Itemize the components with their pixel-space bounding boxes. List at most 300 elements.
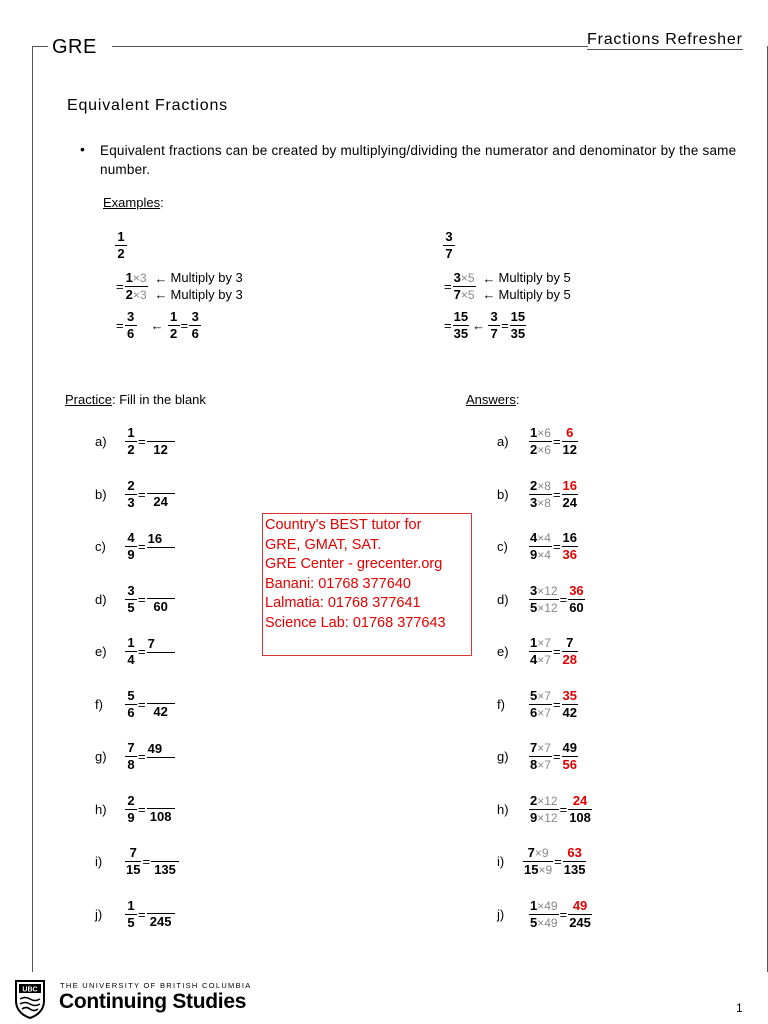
multiplier: 7 — [544, 705, 551, 720]
times-icon: × — [132, 288, 140, 303]
equals-sign: = — [180, 318, 189, 334]
fraction — [125, 898, 137, 931]
fraction — [147, 426, 175, 458]
multiplied-fraction — [529, 793, 559, 826]
note-text: Multiply by 3 — [170, 270, 243, 285]
answer-item — [497, 898, 592, 931]
fraction — [510, 309, 526, 342]
fraction — [189, 309, 201, 342]
denominator — [529, 494, 552, 511]
times-icon: × — [537, 426, 545, 440]
numerator: 1 — [127, 897, 135, 913]
numerator — [529, 530, 552, 546]
fraction — [147, 636, 175, 668]
item-label: e) — [95, 644, 107, 659]
numerator: 63 — [567, 845, 582, 860]
denominator-value: 9 — [530, 547, 538, 562]
numerator-value: 1 — [125, 270, 133, 286]
practice-item — [95, 478, 175, 511]
fraction — [125, 309, 137, 342]
note-denominator — [152, 287, 243, 304]
times-icon: × — [460, 271, 468, 286]
denominator: 108 — [569, 809, 591, 825]
numerator — [147, 688, 175, 703]
numerator: 49 — [562, 740, 577, 755]
numerator: 1 — [169, 309, 178, 325]
fraction — [125, 845, 141, 878]
multiplier: 9 — [541, 846, 549, 860]
denominator: 9 — [125, 546, 137, 563]
denominator: 24 — [562, 494, 577, 510]
practice-item — [95, 425, 175, 458]
department-name: Continuing Studies — [59, 990, 247, 1013]
equals-sign: = — [138, 434, 146, 449]
numerator: 1 — [127, 425, 135, 440]
equals-sign: = — [116, 318, 124, 334]
multiplier: 12 — [544, 583, 558, 598]
equals-sign: = — [552, 696, 561, 712]
numerator: 15 — [453, 309, 469, 325]
multiply-notes — [480, 270, 571, 303]
item-label: i) — [497, 854, 505, 869]
answer-item — [497, 530, 578, 563]
numerator: 3 — [490, 309, 498, 325]
answer-item — [497, 793, 592, 826]
item-label: a) — [497, 434, 509, 449]
answers-heading: Answers: — [466, 392, 520, 407]
fraction — [488, 309, 500, 342]
left-arrow-icon: ← — [150, 318, 164, 334]
multiplied-fraction — [453, 270, 476, 303]
multiplier: 6 — [544, 443, 551, 457]
numerator: 7 — [566, 635, 574, 650]
example-1 — [115, 229, 243, 342]
note-numerator — [152, 270, 243, 287]
denominator: 35 — [510, 326, 526, 342]
equals-sign: = — [138, 801, 146, 817]
times-icon: × — [537, 915, 545, 930]
numerator-value: 7 — [530, 740, 538, 755]
fraction — [562, 635, 578, 668]
multiplied-fraction — [529, 635, 552, 668]
denominator-value: 9 — [530, 809, 538, 825]
denominator — [529, 704, 552, 721]
numerator: 7 — [147, 635, 155, 651]
numerator — [147, 793, 175, 808]
times-icon: × — [537, 705, 545, 720]
crest-text: UBC — [22, 986, 38, 994]
fraction — [125, 478, 137, 511]
equals-sign: = — [552, 644, 561, 659]
note-denominator — [480, 287, 571, 304]
item-label: j) — [497, 906, 505, 922]
numerator — [529, 688, 552, 704]
numerator: 16 — [562, 477, 577, 493]
denominator: 6 — [125, 325, 137, 342]
denominator — [529, 599, 559, 616]
multiplier: 3 — [139, 271, 147, 286]
times-icon: × — [538, 863, 546, 877]
page-frame-left — [32, 46, 33, 972]
numerator — [529, 583, 559, 599]
numerator: 2 — [127, 477, 135, 493]
denominator-value: 15 — [524, 862, 539, 877]
denominator: 60 — [569, 599, 584, 615]
item-label: c) — [497, 539, 508, 554]
section-title: Equivalent Fractions — [67, 97, 228, 114]
denominator-value: 7 — [453, 287, 461, 303]
answer-item — [497, 740, 578, 773]
equals-sign: = — [142, 854, 151, 869]
times-icon: × — [537, 443, 545, 457]
equals-sign: = — [138, 539, 146, 554]
numerator: 7 — [127, 740, 135, 755]
times-icon: × — [534, 846, 542, 860]
times-icon: × — [460, 288, 468, 303]
multiplied-fraction — [529, 898, 559, 931]
fraction — [563, 845, 587, 878]
numerator: 1 — [127, 635, 135, 650]
example-start — [115, 229, 243, 262]
numerator: 35 — [562, 687, 577, 703]
denominator: 15 — [126, 862, 141, 877]
multiplier: 6 — [544, 426, 551, 440]
promo-line: Country's BEST tutor for — [265, 517, 422, 533]
promo-line: GRE Center - grecenter.org — [265, 556, 443, 572]
denominator: 4 — [125, 651, 137, 668]
numerator — [453, 270, 476, 286]
equals-sign: = — [138, 486, 146, 502]
practice-item — [95, 740, 175, 773]
multiplier: 12 — [544, 793, 558, 808]
fraction — [147, 688, 175, 720]
denominator: 28 — [562, 652, 577, 667]
equals-sign: = — [138, 906, 146, 922]
numerator — [147, 583, 175, 598]
numerator-value: 2 — [530, 477, 538, 493]
item-label: h) — [95, 801, 107, 817]
denominator: 56 — [562, 757, 577, 772]
equals-sign: = — [552, 539, 561, 554]
denominator: 2 — [125, 441, 137, 458]
multiplier: 9 — [545, 863, 553, 877]
denominator — [147, 757, 175, 773]
multiplied-fraction — [529, 688, 552, 721]
promo-line: Science Lab: 01768 377643 — [265, 614, 446, 631]
left-arrow-icon: ← — [482, 270, 496, 286]
numerator — [529, 740, 552, 756]
denominator — [125, 286, 148, 303]
fraction — [568, 583, 584, 616]
equals-sign: = — [138, 696, 146, 712]
denominator: 245 — [147, 913, 175, 930]
denominator — [529, 651, 552, 668]
note-text: Multiply by 5 — [498, 286, 571, 302]
denominator-value: 3 — [530, 494, 538, 510]
times-icon: × — [537, 688, 545, 703]
numerator: 3 — [126, 309, 135, 325]
fraction — [125, 530, 137, 563]
promo-line: Lalmatia: 01768 377641 — [265, 595, 421, 611]
fraction — [125, 793, 137, 826]
equals-sign: = — [552, 749, 561, 764]
numerator: 16 — [147, 530, 163, 546]
denominator: 8 — [125, 756, 137, 773]
equals-sign: = — [559, 801, 568, 817]
example-start — [443, 229, 571, 262]
practice-item — [95, 898, 175, 931]
equals-sign: = — [559, 591, 568, 607]
denominator: 245 — [569, 914, 591, 930]
fraction — [147, 583, 175, 615]
numerator — [529, 635, 552, 651]
item-label: c) — [95, 539, 106, 554]
left-arrow-icon: ← — [154, 287, 168, 303]
item-label: g) — [497, 749, 509, 764]
numerator: 2 — [127, 792, 135, 808]
numerator-value: 3 — [530, 582, 538, 598]
denominator: 6 — [125, 704, 137, 721]
times-icon: × — [537, 793, 545, 808]
equals-sign: = — [501, 318, 509, 334]
denominator-value: 8 — [530, 757, 538, 772]
fraction — [562, 478, 578, 511]
numerator — [529, 898, 559, 914]
numerator: 16 — [562, 530, 577, 545]
numerator-value: 2 — [530, 792, 538, 808]
multiplier: 4 — [544, 548, 551, 562]
equals-sign: = — [138, 644, 146, 659]
fraction — [147, 531, 175, 563]
numerator-value: 5 — [530, 687, 538, 703]
promo-box — [262, 513, 472, 656]
item-label: d) — [497, 591, 509, 607]
multiplier: 8 — [544, 495, 551, 510]
denominator: 2 — [168, 325, 180, 342]
fraction — [562, 530, 578, 563]
denominator: 5 — [125, 599, 137, 616]
denominator: 42 — [147, 703, 175, 720]
denominator-value: 5 — [530, 914, 538, 930]
numerator-value: 3 — [453, 270, 461, 286]
multiplier: 7 — [544, 688, 551, 703]
practice-item — [95, 793, 175, 826]
fraction — [115, 229, 127, 262]
denominator — [529, 914, 559, 931]
fraction — [562, 740, 578, 773]
fraction — [443, 229, 455, 262]
header-title: GRE — [52, 36, 97, 58]
multiplier: 8 — [544, 478, 551, 493]
multiplier: 5 — [467, 271, 475, 286]
practice-item — [95, 688, 175, 721]
university-name: THE UNIVERSITY OF BRITISH COLUMBIA — [60, 981, 252, 990]
note-numerator — [480, 270, 571, 287]
multiplier: 12 — [544, 810, 558, 825]
numerator: 24 — [572, 792, 588, 808]
promo-line: GRE, GMAT, SAT. — [265, 536, 382, 553]
multiplied-fraction — [529, 530, 552, 563]
left-arrow-icon: ← — [154, 270, 168, 286]
multiplied-fraction — [125, 270, 148, 303]
example-2 — [443, 229, 571, 342]
multiplier: 12 — [544, 600, 558, 615]
denominator: 9 — [125, 809, 137, 826]
multiplied-fraction — [529, 425, 552, 458]
numerator-value: 7 — [527, 845, 535, 860]
fraction — [147, 478, 175, 510]
numerator — [147, 898, 175, 913]
times-icon: × — [537, 548, 545, 562]
fraction — [562, 688, 578, 721]
times-icon: × — [537, 810, 545, 825]
denominator: 60 — [147, 598, 175, 615]
denominator — [529, 809, 559, 826]
fraction — [453, 309, 469, 342]
bullet-text: Equivalent fractions can be created by multiplying/dividing the numerator and denominator by the same number. — [100, 143, 737, 177]
denominator: 108 — [147, 808, 175, 825]
practice-item — [95, 583, 175, 616]
numerator-value: 1 — [530, 635, 538, 650]
ubc-crest-icon — [14, 979, 46, 1019]
item-label: f) — [95, 696, 103, 712]
fraction — [125, 740, 137, 773]
times-icon: × — [537, 636, 545, 650]
page-frame-top — [32, 46, 48, 47]
denominator — [529, 546, 552, 563]
numerator: 3 — [191, 309, 199, 325]
page-frame-top — [112, 46, 588, 47]
bullet-icon: • — [80, 141, 85, 157]
denominator: 135 — [151, 861, 179, 878]
multiplier: 3 — [139, 288, 147, 303]
multiplier: 7 — [544, 653, 551, 667]
denominator: 36 — [562, 547, 577, 562]
numerator — [529, 478, 552, 494]
example-step — [115, 270, 243, 303]
left-arrow-icon: ← — [482, 287, 496, 303]
item-label: j) — [95, 906, 103, 922]
multiplier: 49 — [544, 898, 558, 913]
denominator: 135 — [563, 862, 586, 877]
numerator: 3 — [445, 229, 453, 244]
denominator: 7 — [443, 245, 455, 262]
denominator: 2 — [115, 245, 127, 262]
times-icon: × — [537, 653, 545, 667]
fraction — [568, 793, 592, 826]
numerator: 36 — [569, 582, 584, 598]
fraction — [147, 741, 175, 773]
times-icon: × — [537, 898, 545, 913]
multiply-notes — [152, 270, 243, 303]
times-icon: × — [537, 741, 545, 755]
page-number: 1 — [736, 1001, 743, 1015]
example-result — [115, 309, 243, 342]
times-icon: × — [537, 758, 545, 772]
times-icon: × — [537, 531, 545, 545]
denominator-value: 4 — [530, 652, 538, 667]
fraction — [147, 898, 175, 930]
denominator — [529, 441, 552, 458]
answer-item — [497, 478, 578, 511]
multiplied-fraction — [529, 583, 559, 616]
multiplier: 4 — [544, 531, 551, 545]
numerator: 6 — [566, 425, 574, 440]
equals-sign: = — [444, 318, 452, 334]
denominator: 12 — [147, 441, 175, 458]
item-label: f) — [497, 696, 505, 712]
fraction — [168, 309, 180, 342]
item-label: i) — [95, 854, 103, 869]
numerator-value: 1 — [530, 425, 538, 440]
item-label: e) — [497, 644, 509, 659]
equals-sign: = — [552, 434, 561, 449]
numerator — [529, 425, 552, 441]
practice-heading: Practice: Fill in the blank — [65, 392, 206, 407]
item-label: b) — [497, 486, 509, 502]
times-icon: × — [537, 583, 545, 598]
numerator: 49 — [572, 897, 588, 913]
denominator-value: 6 — [530, 704, 538, 720]
denominator: 3 — [125, 494, 137, 511]
left-arrow-icon: ← — [472, 318, 486, 334]
equals-sign: = — [444, 279, 452, 295]
numerator — [527, 845, 550, 861]
numerator — [151, 846, 179, 861]
example-step — [443, 270, 571, 303]
denominator: 7 — [488, 325, 500, 342]
times-icon: × — [537, 495, 545, 510]
equals-sign: = — [554, 854, 562, 869]
practice-item — [95, 635, 175, 668]
numerator: 5 — [127, 687, 135, 703]
multiplied-fraction — [529, 478, 552, 511]
numerator-value: 1 — [530, 897, 538, 913]
note-text: Multiply by 5 — [498, 270, 571, 285]
numerator: 4 — [127, 530, 135, 545]
fraction — [125, 635, 137, 668]
numerator: 49 — [147, 740, 163, 756]
answer-item — [497, 583, 585, 616]
numerator: 7 — [129, 845, 137, 860]
item-label: b) — [95, 486, 107, 502]
example-result — [443, 309, 571, 342]
numerator — [147, 426, 175, 441]
denominator: 42 — [562, 704, 577, 720]
numerator-value: 4 — [530, 530, 538, 545]
multiplier: 5 — [467, 288, 475, 303]
denominator: 35 — [453, 326, 469, 342]
equals-sign: = — [138, 749, 146, 764]
promo-line: Banani: 01768 377640 — [265, 575, 411, 592]
times-icon: × — [132, 271, 140, 286]
multiplier: 49 — [544, 915, 558, 930]
fraction — [147, 793, 175, 825]
note-text: Multiply by 3 — [170, 286, 243, 302]
multiplier: 7 — [544, 636, 551, 650]
numerator: 1 — [117, 229, 125, 244]
multiplier: 7 — [544, 758, 551, 772]
equals-sign: = — [552, 486, 561, 502]
header-subtitle: Fractions Refresher — [587, 31, 743, 48]
times-icon: × — [537, 478, 545, 493]
fraction — [125, 583, 137, 616]
numerator: 15 — [510, 309, 526, 325]
item-label: h) — [497, 801, 509, 817]
numerator — [529, 793, 559, 809]
item-label: a) — [95, 434, 107, 449]
fraction — [125, 425, 137, 458]
